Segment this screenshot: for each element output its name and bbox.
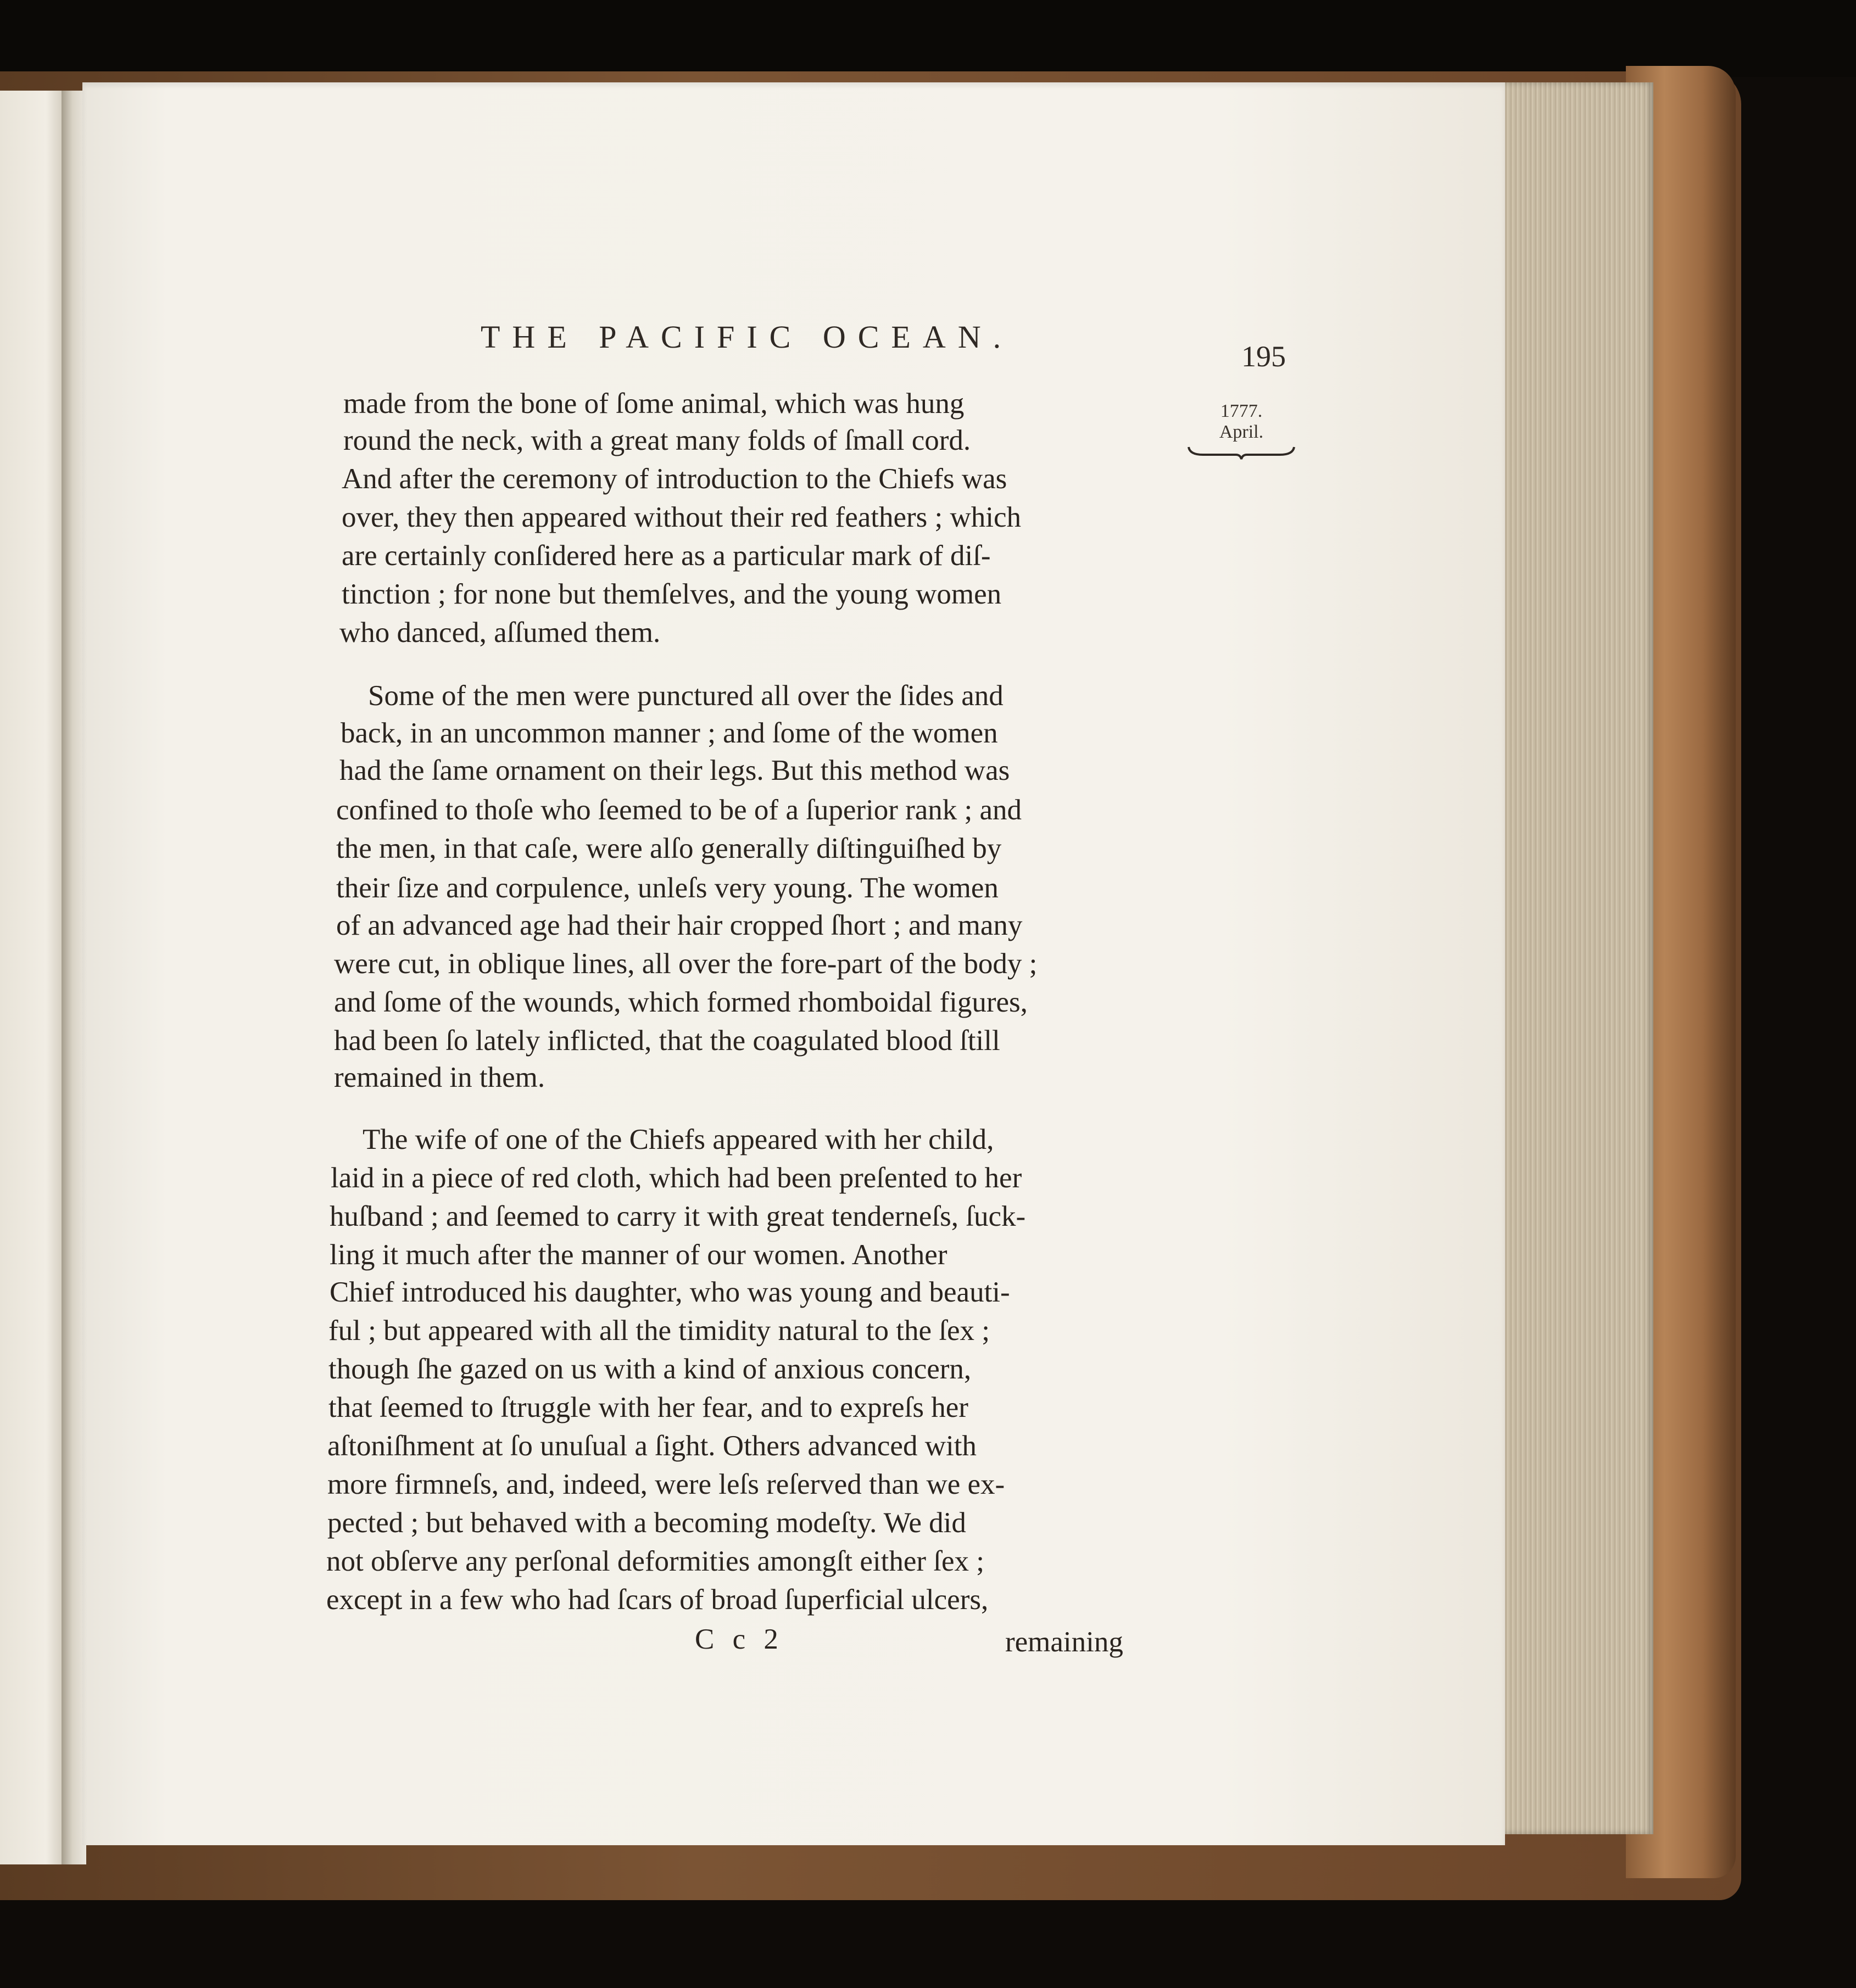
paragraph-3-line-4: ling it much after the manner of our women. Another (330, 1239, 947, 1271)
paragraph-3-line-10: more firmneſs, and, indeed, were leſs reſerved than we ex- (327, 1468, 1005, 1500)
catchword: remaining (1005, 1626, 1123, 1658)
paragraph-2-line-7: of an advanced age had their hair cropped ſhort ; and many (336, 909, 1023, 941)
paragraph-2-line-8: were cut, in oblique lines, all over the fore-part of the body ; (334, 948, 1038, 980)
paragraph-1-line-4: over, they then appeared without their red feathers ; which (342, 501, 1022, 533)
paragraph-1-line-2: round the neck, with a great many folds of ſmall cord. (343, 425, 971, 456)
paragraph-2-line-4: confined to thoſe who ſeemed to be of a ſuperior rank ; and (336, 794, 1022, 826)
paragraph-2-line-6: their ſize and corpulence, unleſs very young. The women (336, 872, 999, 904)
paragraph-2-line-1: Some of the men were punctured all over the ſides and (368, 680, 1004, 712)
paragraph-3-line-9: aſtoniſhment at ſo unuſual a ſight. Others advanced with (327, 1430, 977, 1462)
paragraph-3-line-8: that ſeemed to ſtruggle with her fear, and to expreſs her (328, 1392, 968, 1423)
margin-note-month: April. (1219, 422, 1264, 442)
paragraph-3-line-3: huſband ; and ſeemed to carry it with great tenderneſs, ſuck- (330, 1200, 1026, 1232)
running-head: THE PACIFIC OCEAN. (481, 319, 1013, 355)
paragraph-2-line-3: had the ſame ornament on their legs. But this method was (339, 755, 1010, 786)
paragraph-2-line-9: and ſome of the wounds, which formed rhomboidal figures, (334, 986, 1028, 1018)
paragraph-3-line-7: though ſhe gazed on us with a kind of anxious concern, (328, 1353, 972, 1385)
background-top (0, 0, 1856, 77)
paragraph-1-line-1: made from the bone of ſome animal, which was hung (343, 388, 965, 420)
page-block-edge (1500, 82, 1653, 1834)
paragraph-1-line-7: who danced, aſſumed them. (339, 617, 661, 649)
paragraph-2-line-10: had been ſo lately inflicted, that the coagulated blood ſtill (334, 1025, 1000, 1057)
paragraph-1-line-3: And after the ceremony of introduction to the Chiefs was (342, 463, 1007, 495)
paragraph-3-line-5: Chief introduced his daughter, who was young and beauti- (330, 1276, 1010, 1308)
paragraph-2-line-2: back, in an uncommon manner ; and ſome of the women (341, 717, 998, 749)
signature-mark: C c 2 (695, 1623, 784, 1655)
paragraph-3-line-12: not obſerve any perſonal deformities amongſt either ſex ; (326, 1545, 985, 1577)
margin-note (1181, 401, 1302, 460)
margin-note-year: 1777. (1220, 401, 1263, 421)
paragraph-1-line-5: are certainly conſidered here as a particular mark of diſ- (342, 540, 991, 572)
brace-icon (1186, 444, 1296, 460)
paragraph-3-line-11: pected ; but behaved with a becoming modeſty. We did (327, 1507, 966, 1539)
paragraph-3-line-6: ful ; but appeared with all the timidity natural to the ſex ; (328, 1315, 990, 1347)
page-number: 195 (1241, 340, 1286, 373)
left-page (0, 91, 66, 1864)
paragraph-2-line-11: remained in them. (334, 1062, 545, 1093)
paragraph-3-line-2: laid in a piece of red cloth, which had been preſented to her (331, 1162, 1022, 1194)
paragraph-3-line-1: The wife of one of the Chiefs appeared with her child, (363, 1124, 994, 1155)
paragraph-1-line-6: tinction ; for none but themſelves, and the young women (342, 578, 1002, 610)
paragraph-2-line-5: the men, in that caſe, were alſo generally diſtinguiſhed by (336, 833, 1002, 864)
paragraph-3-line-13: except in a few who had ſcars of broad ſuperficial ulcers, (326, 1584, 989, 1616)
